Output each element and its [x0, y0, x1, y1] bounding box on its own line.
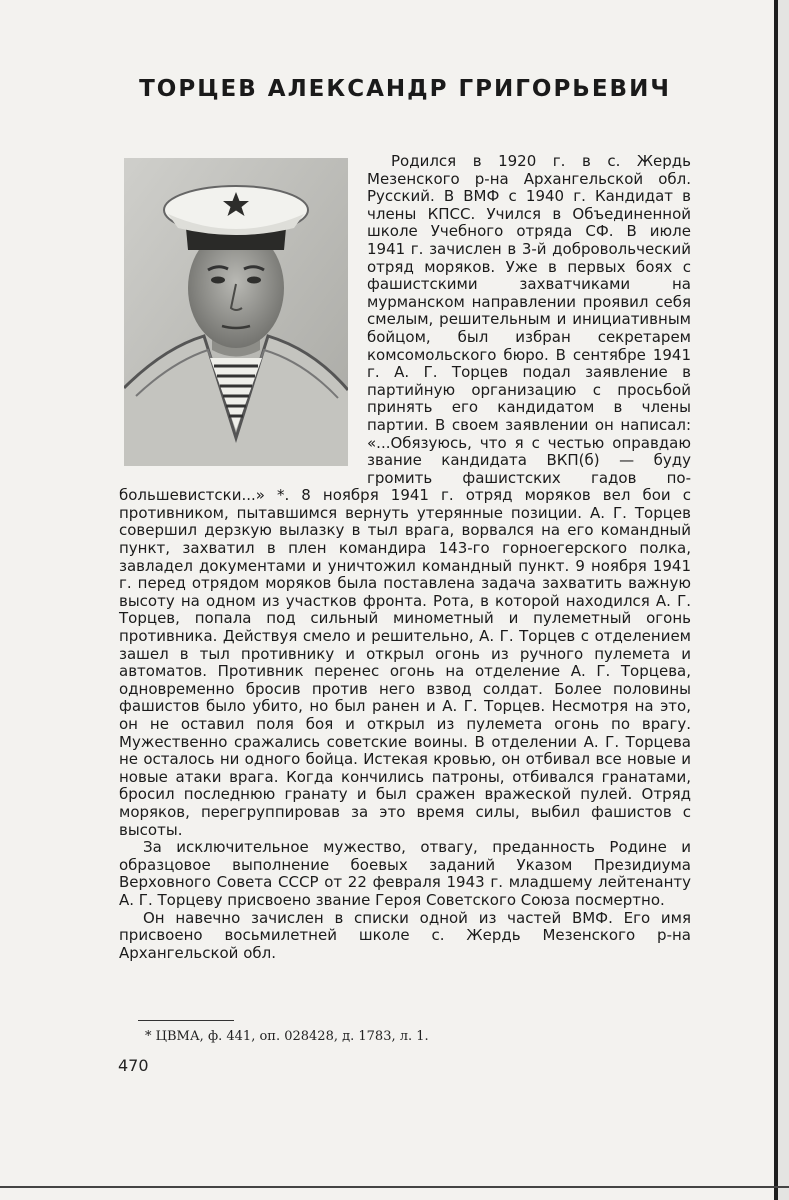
- paragraph-3: Он навечно зачислен в списки одной из частей ВМФ. Его имя присвоено восьмилетней школе с. Жердь Мезенского р-на Архангельской обл.: [119, 908, 691, 962]
- page-number: 470: [118, 1056, 149, 1075]
- scan-bottom-line: [0, 1186, 789, 1188]
- paragraph-2: За исключительное мужество, отвагу, преданность Родине и образцовое выполнение боевых заданий Указом Президиума Верховного Совета СССР от 22 февраля 1943 г. младшему лейтенанту А. Г. Торцеву присвоено звание Героя Советского Союза посмертно.: [119, 838, 691, 909]
- footnote: * ЦВМА, ф. 441, оп. 028428, д. 1783, л. 1.: [145, 1029, 429, 1044]
- footnote-rule: [138, 1020, 234, 1021]
- page-edge: [774, 0, 778, 1200]
- paragraph-1: Родился в 1920 г. в с. Жердь Мезенского р-на Архангельской обл. Русский. В ВМФ с 1940 г. Кандидат в члены КПСС. Учился в Объединенной школе Учебного отряда СФ. В июле 1941 г. зачислен в 3-й добровольческий отряд моряков. Уже в первых боях с фашистскими захватчиками на мурманском направлении проявил себя смелым, решительным и инициативным бойцом, был избран секретарем комсомольского бюро. В сентябре 1941 г. А. Г. Торцев подал заявление в партийную организацию с просьбой принять его кандидатом в члены партии. В своем заявлении он написал: «...Обязуюсь, что я с честью оправдаю звание кандидата ВКП(б) — буду громить фашистских гадов по-большевистски...» *. 8 ноября 1941 г. отряд моряков вел бои с противником, пытавшимся вернуть утерянные позиции. А. Г. Торцев совершил дерзкую вылазку в тыл врага, ворвался на его командный пункт, захватил в плен командира 143-го горноегерского полка, завладел документами и уничтожил командный пункт. 9 ноября 1941 г. перед отрядом моряков была поставлена задача захватить важную высоту на одном из участков фронта. Рота, в которой находился А. Г. Торцев, попала под сильный минометный и пулеметный огонь противника. Действуя смело и решительно, А. Г. Торцев с отделением зашел в тыл противнику и открыл огонь из ручного пулемета и автоматов. Противник перенес огонь на отделение А. Г. Торцева, одновременно бросив против него взвод солдат. Более половины фашистов было убито, но был ранен и А. Г. Торцев. Несмотря на это, он не оставил поля боя и открыл из пулемета огонь по врагу. Мужественно сражались советские воины. В отделении А. Г. Торцева не осталось ни одного бойца. Истекая кровью, он отбивал все новые и новые атаки врага. Когда кончились патроны, отбивался гранатами, бросил последнюю гранату и был сражен вражеской пулей. Отряд моряков, перегруппировав за это время силы, выбил фашистов с высоты.: [119, 152, 691, 839]
- portrait-photo: [124, 158, 348, 466]
- page-title: ТОРЦЕВ АЛЕКСАНДР ГРИГОРЬЕВИЧ: [139, 76, 671, 102]
